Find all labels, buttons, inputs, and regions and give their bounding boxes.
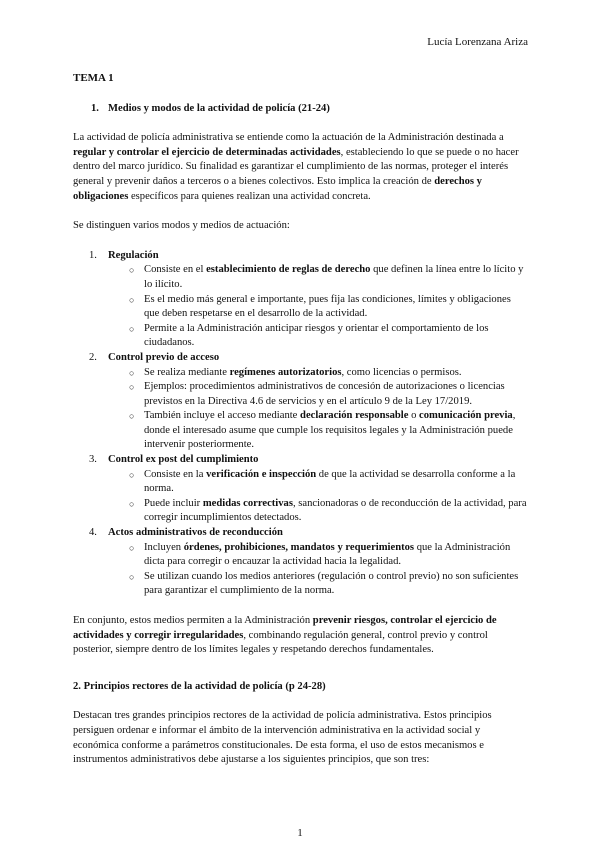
list-number: 3.: [89, 454, 97, 466]
sub-list-item: ○ Puede incluir medidas correctivas, sancionadoras o de reconducción de la actividad, para corregir incumplimientos detectados.: [129, 497, 527, 524]
sub-list-item: ○ Permite a la Administración anticipar riesgos y orientar el comportamiento de los ciudadanos.: [129, 322, 489, 349]
section-1-title: Medios y modos de la actividad de policía (21-24): [108, 102, 330, 114]
bullet-circle-icon: ○: [129, 294, 135, 305]
page-number: 1: [297, 827, 303, 839]
intro-text: , estableciendo lo que se puede o no hacer dentro del marco jurídico. Su finalidad es garantizar el cumplimiento de las normas, proteger el interés general y prevenir daños a terceros o a bienes colectivos. Esto implica la creación de: [73, 146, 519, 187]
sub-list-item: ○ Incluyen órdenes, prohibiciones, mandatos y requerimientos que la Administración dicta para corregir o encauzar la actividad hacia la legalidad.: [129, 541, 511, 568]
conclusion-text: En conjunto, estos medios permiten a la Administración: [73, 615, 313, 626]
document-body: [73, 71, 528, 783]
bullet-circle-icon: ○: [129, 265, 135, 276]
conclusion-bold: prevenir riesgos, controlar el ejercicio de actividades y corregir irregularidades: [73, 615, 497, 641]
section-1-heading: [91, 102, 528, 117]
modes-list: [73, 249, 528, 599]
list-item: [73, 453, 528, 468]
section-1-number: 1.: [91, 102, 99, 114]
bullet-circle-icon: ○: [129, 469, 135, 480]
author-header: Lucía Lorenzana Ariza: [427, 36, 528, 48]
sub-list-item: ○ Es el medio más general e importante, pues fija las condiciones, límites y obligaciones que deben respetarse en el desarrollo de la actividad.: [129, 293, 511, 320]
sub-list-item: ○ Consiste en la verificación e inspección de que la actividad se desarrolla conforme a la norma.: [129, 468, 516, 495]
bullet-circle-icon: ○: [129, 323, 135, 334]
sub-list-item: ○ Ejemplos: procedimientos administrativos de concesión de autorizaciones o licencias previstos en la Directiva 4.6 de servicios y en el artículo 9 de la Ley 17/2019.: [129, 381, 505, 407]
list-number: 4.: [89, 527, 97, 539]
modes-intro: Se distinguen varios modos y medios de actuación:: [73, 220, 290, 232]
sub-list-item: ○ Se utilizan cuando los medios anteriores (regulación o control previo) no son suficientes para garantizar el cumplimiento de la norma.: [129, 570, 519, 597]
section-2-paragraph: Destacan tres grandes principios rectores de la actividad de policía administrativa. Estos principios persiguen ordenar e informar el ámbito de la intervención administrativa en la actividad social y económica conforme a parámetros constitucionales. De esta forma, el uso de estos mecanismos e instrumentos administrativos debe ajustarse a los siguientes principios, que son tres:: [73, 710, 492, 766]
list-item-title: Regulación: [108, 249, 159, 261]
bullet-circle-icon: ○: [129, 542, 135, 553]
sub-list-item: ○ También incluye el acceso mediante declaración responsable o comunicación previa, donde el interesado asume que cumple los requisitos legales y la Administración puede intervenir posteriormente.: [129, 410, 516, 451]
bullet-circle-icon: ○: [129, 411, 135, 422]
bullet-circle-icon: ○: [129, 498, 135, 509]
bullet-circle-icon: ○: [129, 367, 135, 378]
intro-bold: regular y controlar el ejercicio de determinadas actividades: [73, 146, 341, 158]
list-item: [73, 526, 528, 541]
list-number: 1.: [89, 249, 97, 261]
intro-text: específicos para quienes realizan una actividad concreta.: [128, 190, 371, 202]
conclusion-text: , combinando regulación general, control previo y control posterior, siempre dentro de los límites legales y respetando derechos fundamentales.: [73, 629, 488, 656]
list-number: 2.: [89, 351, 97, 363]
intro-paragraph: [73, 131, 528, 204]
list-item-title: Control previo de acceso: [108, 351, 220, 363]
list-item-title: Control ex post del cumplimiento: [108, 454, 259, 466]
section-2-heading: 2. Principios rectores de la actividad de policía (p 24-28): [73, 680, 326, 692]
conclusion-paragraph: [73, 614, 528, 658]
list-item: [73, 351, 528, 366]
list-item: [73, 249, 528, 264]
intro-text: La actividad de policía administrativa se entiende como la actuación de la Administración destinada a: [73, 132, 504, 144]
sub-list-item: ○ Se realiza mediante regímenes autorizatorios, como licencias o permisos.: [73, 366, 528, 381]
intro-bold: derechos y obligaciones: [73, 175, 482, 202]
list-item-title: Actos administrativos de reconducción: [108, 527, 283, 539]
tema-title: TEMA 1: [73, 72, 114, 84]
sub-list-item: ○ Consiste en el establecimiento de reglas de derecho que definen la línea entre lo lícito y lo ilícito.: [129, 264, 524, 290]
bullet-circle-icon: ○: [129, 382, 135, 393]
bullet-circle-icon: ○: [129, 571, 135, 582]
